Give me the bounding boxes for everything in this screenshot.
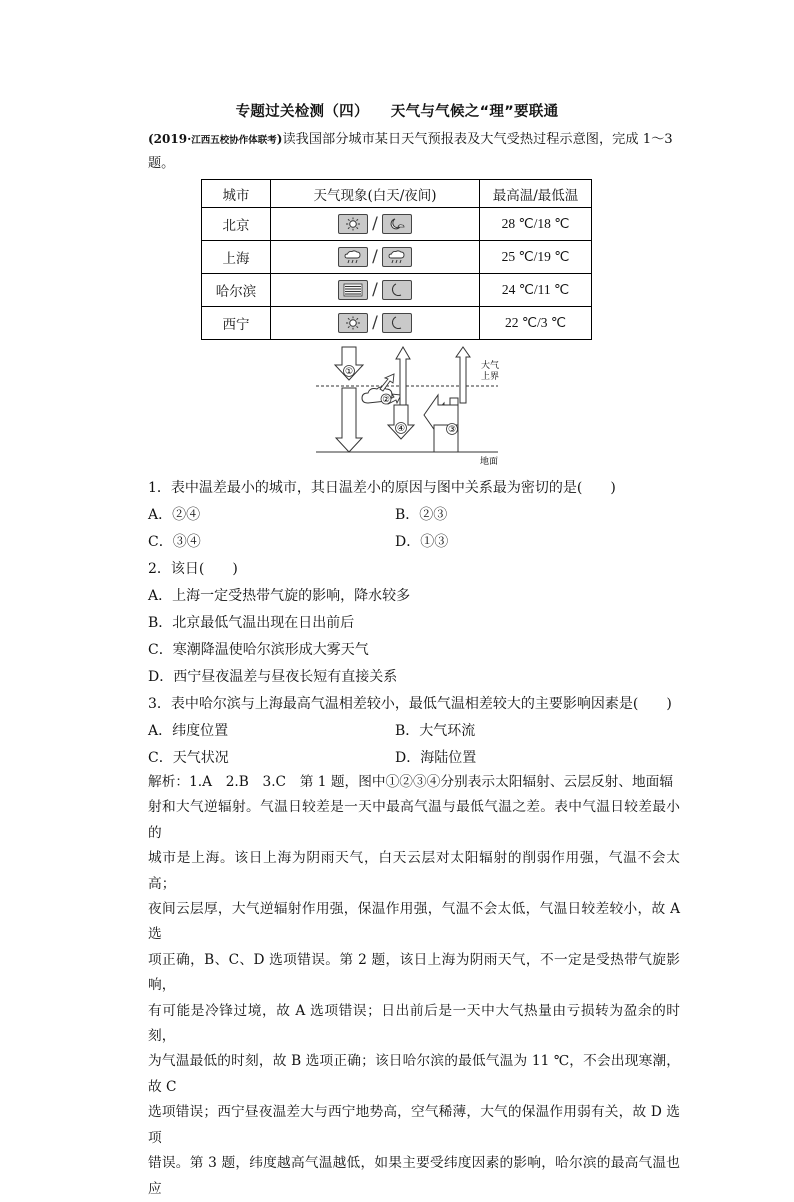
label-atmosphere: 大气 [480,361,500,371]
q1-option-c[interactable]: C．③④ [148,534,201,550]
q1-option-a[interactable]: A．②④ [148,507,201,523]
rain-icon [338,247,368,267]
analysis-line: 错误。第 3 题，纬度越高气温越低，如果主要受纬度因素的影响，哈尔滨的最高气温也应 [148,1155,680,1197]
table-row [202,307,592,340]
q2-option-c[interactable]: C．寒潮降温使哈尔滨形成大雾天气 [148,642,369,658]
table-row [202,274,592,307]
table-row [202,241,592,274]
weather-cell: / [271,241,480,274]
clear-night-icon [382,214,412,234]
fog-icon [338,280,368,300]
q1-option-b[interactable]: B．②③ [395,507,448,523]
header-weather: 天气现象(白天/夜间) [271,180,480,208]
question-2: 2．该日( ) [148,561,238,577]
source-name: 江西五校协作体联考 [191,135,277,146]
q3-option-d[interactable]: D．海陆位置 [395,750,477,766]
weather-cell: / [271,307,480,340]
analysis-line: 夜间云层厚，大气逆辐射作用强，保温作用强，气温不会太低，气温日较差较小，故 A 选 [148,901,680,943]
city-cell: 西宁 [202,307,271,340]
heating-diagram [308,343,508,472]
weather-cell: / [271,274,480,307]
title-part1: 专题过关检测（四） [235,104,369,120]
moon-icon [382,313,412,333]
header-city: 城市 [202,180,271,208]
intro-text: 读我国部分城市某日天气预报表及大气受热过程示意图，完成 1～3 题。 [148,132,673,171]
city-cell: 哈尔滨 [202,274,271,307]
city-cell: 上海 [202,241,271,274]
table-row [202,208,592,241]
table-header-row [202,180,592,208]
question-3: 3．表中哈尔滨与上海最高气温相差较小，最低气温相差较大的主要影响因素是( ) [148,696,672,712]
cloud-reflection-arrow [380,374,394,391]
marker-2: ② [382,395,390,405]
analysis-line: 射和大气逆辐射。气温日较差是一天中最高气温与最低气温之差。表中气温日较差最小的 [148,799,680,841]
sunny-icon [338,313,368,333]
label-upper-boundary: 上界 [480,372,500,382]
source-close: ) [276,132,283,146]
marker-4: ④ [396,424,406,434]
rain-icon [382,247,412,267]
city-cell: 北京 [202,208,271,241]
q2-option-d[interactable]: D．西宁昼夜温差与昼夜长短有直接关系 [148,669,398,685]
analysis-section [148,770,680,1202]
label-ground: 地面 [479,457,499,467]
analysis-line: 解析：1.A 2.B 3.C 第 1 题，图中①②③④分别表示太阳辐射、云层反射、地面辐 [148,774,674,790]
q3-option-a[interactable]: A．纬度位置 [148,723,229,739]
analysis-line: 城市是上海。该日上海为阴雨天气，白天云层对太阳辐射的削弱作用强，气温不会太高； [148,850,680,892]
temp-cell: 24 ℃/11 ℃ [480,274,592,307]
q3-option-b[interactable]: B．大气环流 [395,723,476,739]
q1-option-d[interactable]: D．①③ [395,534,449,550]
q2-option-a[interactable]: A．上海一定受热带气旋的影响，降水较多 [148,588,411,604]
analysis-line: 选项错误；西宁昼夜温差大与西宁地势高，空气稀薄，大气的保温作用弱有关，故 D 选项 [148,1104,680,1146]
sunny-icon [338,214,368,234]
temp-cell: 22 ℃/3 ℃ [480,307,592,340]
title-part2: 天气与气候之“理”要联通 [390,104,559,120]
weather-cell: / [271,208,480,241]
q2-option-b[interactable]: B．北京最低气温出现在日出前后 [148,615,355,631]
marker-1: ① [344,367,354,377]
analysis-line: 为气温最低的时刻，故 B 选项正确；该日哈尔滨的最低气温为 11 ℃，不会出现寒潮，故 C [148,1053,680,1095]
marker-3: ③ [447,425,457,435]
analysis-line: 有可能是冷锋过境，故 A 选项错误；日出前后是一天中大气热量由亏损转为盈余的时刻， [148,1002,680,1045]
temp-cell: 28 ℃/18 ℃ [480,208,592,241]
analysis-line: 项正确，B、C、D 选项错误。第 2 题，该日上海为阴雨天气，不一定是受热带气旋影响， [148,951,680,994]
weather-table [201,179,592,340]
moon-icon [382,280,412,300]
temp-cell: 25 ℃/19 ℃ [480,241,592,274]
header-temp: 最高温/最低温 [480,180,592,208]
intro-paragraph [148,128,678,175]
q3-option-c[interactable]: C．天气状况 [148,750,229,766]
upward-arrow [456,347,470,403]
page-title [0,100,794,121]
source-year: (2019· [148,132,192,146]
solar-radiation-lower-arrow [336,388,362,452]
outgoing-radiation-arrow [396,347,410,413]
question-1: 1．表中温差最小的城市，其日温差小的原因与图中关系最为密切的是( ) [148,480,616,496]
